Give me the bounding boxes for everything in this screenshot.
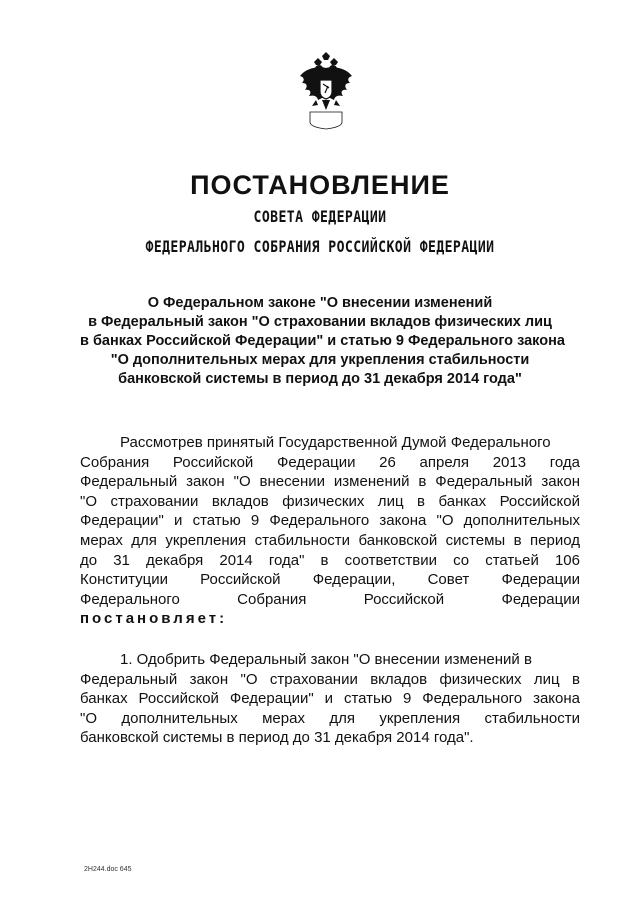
issuer-line-2: ФЕДЕРАЛЬНОГО СОБРАНИЯ РОССИЙСКОЙ ФЕДЕРАЦИИ xyxy=(145,237,495,256)
preamble-line: Собрания Российской Федерации 26 апреля 2013 года xyxy=(80,453,580,471)
resolution-line: банковской системы в период до 31 декабря 2014 года". xyxy=(80,729,474,747)
document-header xyxy=(0,168,640,262)
preamble-line: мерах для укрепления стабильности банковской системы в период xyxy=(80,531,580,549)
resolution-line: банках Российской Федерации" и статью 9 Федерального закона xyxy=(80,690,580,708)
resolution-paragraph xyxy=(80,650,580,748)
resolution-line: 1. Одобрить Федеральный закон "О внесении изменений в xyxy=(120,651,532,668)
preamble-line: Федерального Собрания Российской Федерации xyxy=(80,590,580,608)
document-subject xyxy=(80,294,565,389)
subject-line: банковской системы в период до 31 декабря 2014 года" xyxy=(118,371,522,387)
russian-coat-of-arms-icon xyxy=(296,50,356,130)
subject-line: в Федеральный закон "О страховании вкладов физических лиц xyxy=(88,314,552,330)
document-title: ПОСТАНОВЛЕНИЕ xyxy=(190,170,450,200)
preamble-line: до 31 декабря 2014 года" в соответствии со статьей 106 xyxy=(80,551,580,569)
resolution-line: Федеральный закон "О страховании вкладов физических лиц в xyxy=(80,670,580,688)
resolves-keyword: постановляет: xyxy=(80,610,228,628)
subject-line: в банках Российской Федерации" и статью 9 Федерального закона xyxy=(80,333,565,349)
document-code: 2H244.doc 645 xyxy=(84,866,132,873)
preamble-line: Федеральный закон "О внесении изменений в Федеральный закон xyxy=(80,473,580,491)
preamble-line: Рассмотрев принятый Государственной Думой Федерального xyxy=(120,434,551,451)
subject-line: "О дополнительных мерах для укрепления стабильности xyxy=(110,352,530,368)
preamble-line: Федерации" и статью 9 Федерального закона "О дополнительных xyxy=(80,512,580,530)
preamble-line: "О страховании вкладов физических лиц в банках Российской xyxy=(80,492,580,510)
issuer-line-1: СОВЕТА ФЕДЕРАЦИИ xyxy=(253,207,387,226)
resolution-line: "О дополнительных мерах для укрепления стабильности xyxy=(80,709,580,727)
subject-line: О Федеральном законе "О внесении изменений xyxy=(147,295,493,311)
preamble-line: Конституции Российской Федерации, Совет Федерации xyxy=(80,571,580,589)
preamble-paragraph xyxy=(80,433,580,629)
